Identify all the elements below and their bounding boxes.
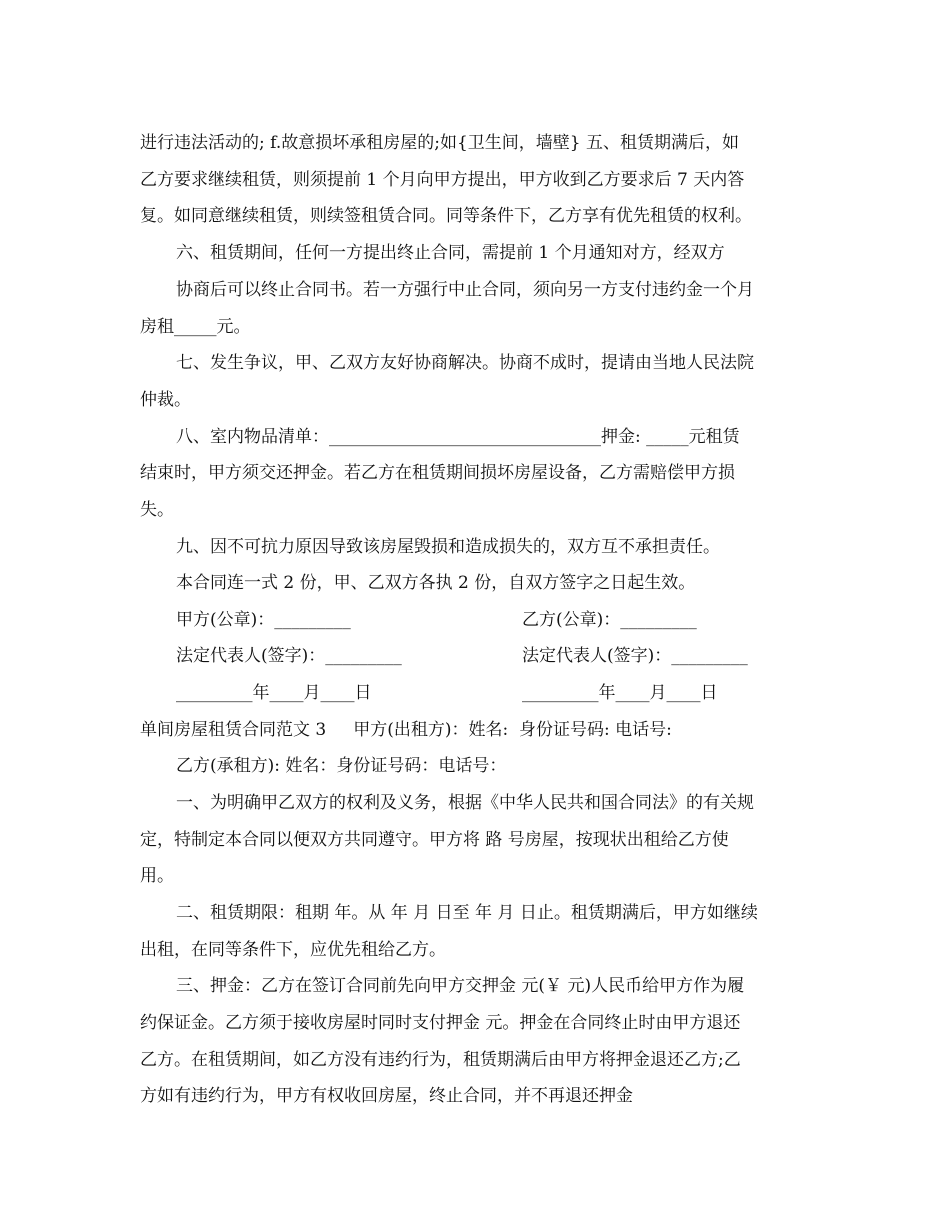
party-a-representative-line: 法定代表人(签字)：_________	[176, 646, 402, 666]
paragraph-line: 结束时，甲方须交还押金。若乙方在租赁期间损坏房屋设备，乙方需赔偿甲方损	[140, 463, 735, 483]
contract-3-heading-line: 单间房屋租赁合同范文 3 甲方(出租方)：姓名: 身份证号码: 电话号:	[140, 720, 672, 740]
paragraph-line: 方如有违约行为，甲方有权收回房屋，终止合同，并不再退还押金	[140, 1086, 633, 1106]
paragraph-line: 定，特制定本合同以便双方共同遵守。甲方将 路 号房屋，按现状出租给乙方使	[140, 830, 729, 850]
paragraph-line: 仲裁。	[140, 390, 191, 410]
paragraph-line: 乙方(承租方): 姓名：身份证号码：电话号：	[176, 756, 507, 776]
party-b-representative-line: 法定代表人(签字)：_________	[522, 646, 748, 666]
paragraph-line: 乙方要求继续租赁，则须提前 1 个月向甲方提出，甲方收到乙方要求后 7 天内答	[140, 170, 745, 190]
paragraph-line: 房租_____元。	[140, 317, 251, 337]
paragraph-line: 本合同连一式 2 份，甲、乙双方各执 2 份，自双方签字之日起生效。	[176, 573, 696, 593]
paragraph-line: 七、发生争议，甲、乙双方友好协商解决。协商不成时，提请由当地人民法院	[176, 353, 754, 373]
party-b-date-line: _________年____月____日	[522, 683, 718, 703]
paragraph-line: 用。	[140, 866, 174, 886]
paragraph-line: 三、押金：乙方在签订合同前先向甲方交押金 元(￥ 元)人民币给甲方作为履	[176, 976, 745, 996]
paragraph-line: 九、因不可抗力原因导致该房屋毁损和造成损失的，双方互不承担责任。	[176, 537, 720, 557]
party-a-seal-line: 甲方(公章)：_________	[176, 610, 351, 630]
paragraph-line: 约保证金。乙方须于接收房屋时同时支付押金 元。押金在合同终止时由甲方退还	[140, 1013, 741, 1033]
party-b-seal-line: 乙方(公章)：_________	[522, 610, 697, 630]
paragraph-line: 一、为明确甲乙双方的权利及义务，根据《中华人民共和国合同法》的有关规	[176, 793, 754, 813]
paragraph-line: 乙方。在租赁期间，如乙方没有违约行为，租赁期满后由甲方将押金退还乙方;乙	[140, 1050, 741, 1070]
paragraph-line: 失。	[140, 500, 174, 520]
paragraph-line: 复。如同意继续租赁，则续签租赁合同。同等条件下，乙方享有优先租赁的权利。	[140, 206, 752, 226]
paragraph-line: 八、室内物品清单：________________________________押金: _____元租赁	[176, 427, 740, 447]
paragraph-line: 六、租赁期间，任何一方提出终止合同，需提前 1 个月通知对方，经双方	[176, 243, 725, 263]
paragraph-line: 进行违法活动的; f.故意损坏承租房屋的;如{卫生间，墙壁} 五、租赁期满后，如	[140, 133, 739, 153]
party-a-date-line: _________年____月____日	[176, 683, 372, 703]
paragraph-line: 协商后可以终止合同书。若一方强行中止合同，须向另一方支付违约金一个月	[176, 280, 754, 300]
paragraph-line: 二、租赁期限：租期 年。从 年 月 日至 年 月 日止。租赁期满后，甲方如继续	[176, 903, 758, 923]
paragraph-line: 出租，在同等条件下，应优先租给乙方。	[140, 940, 446, 960]
